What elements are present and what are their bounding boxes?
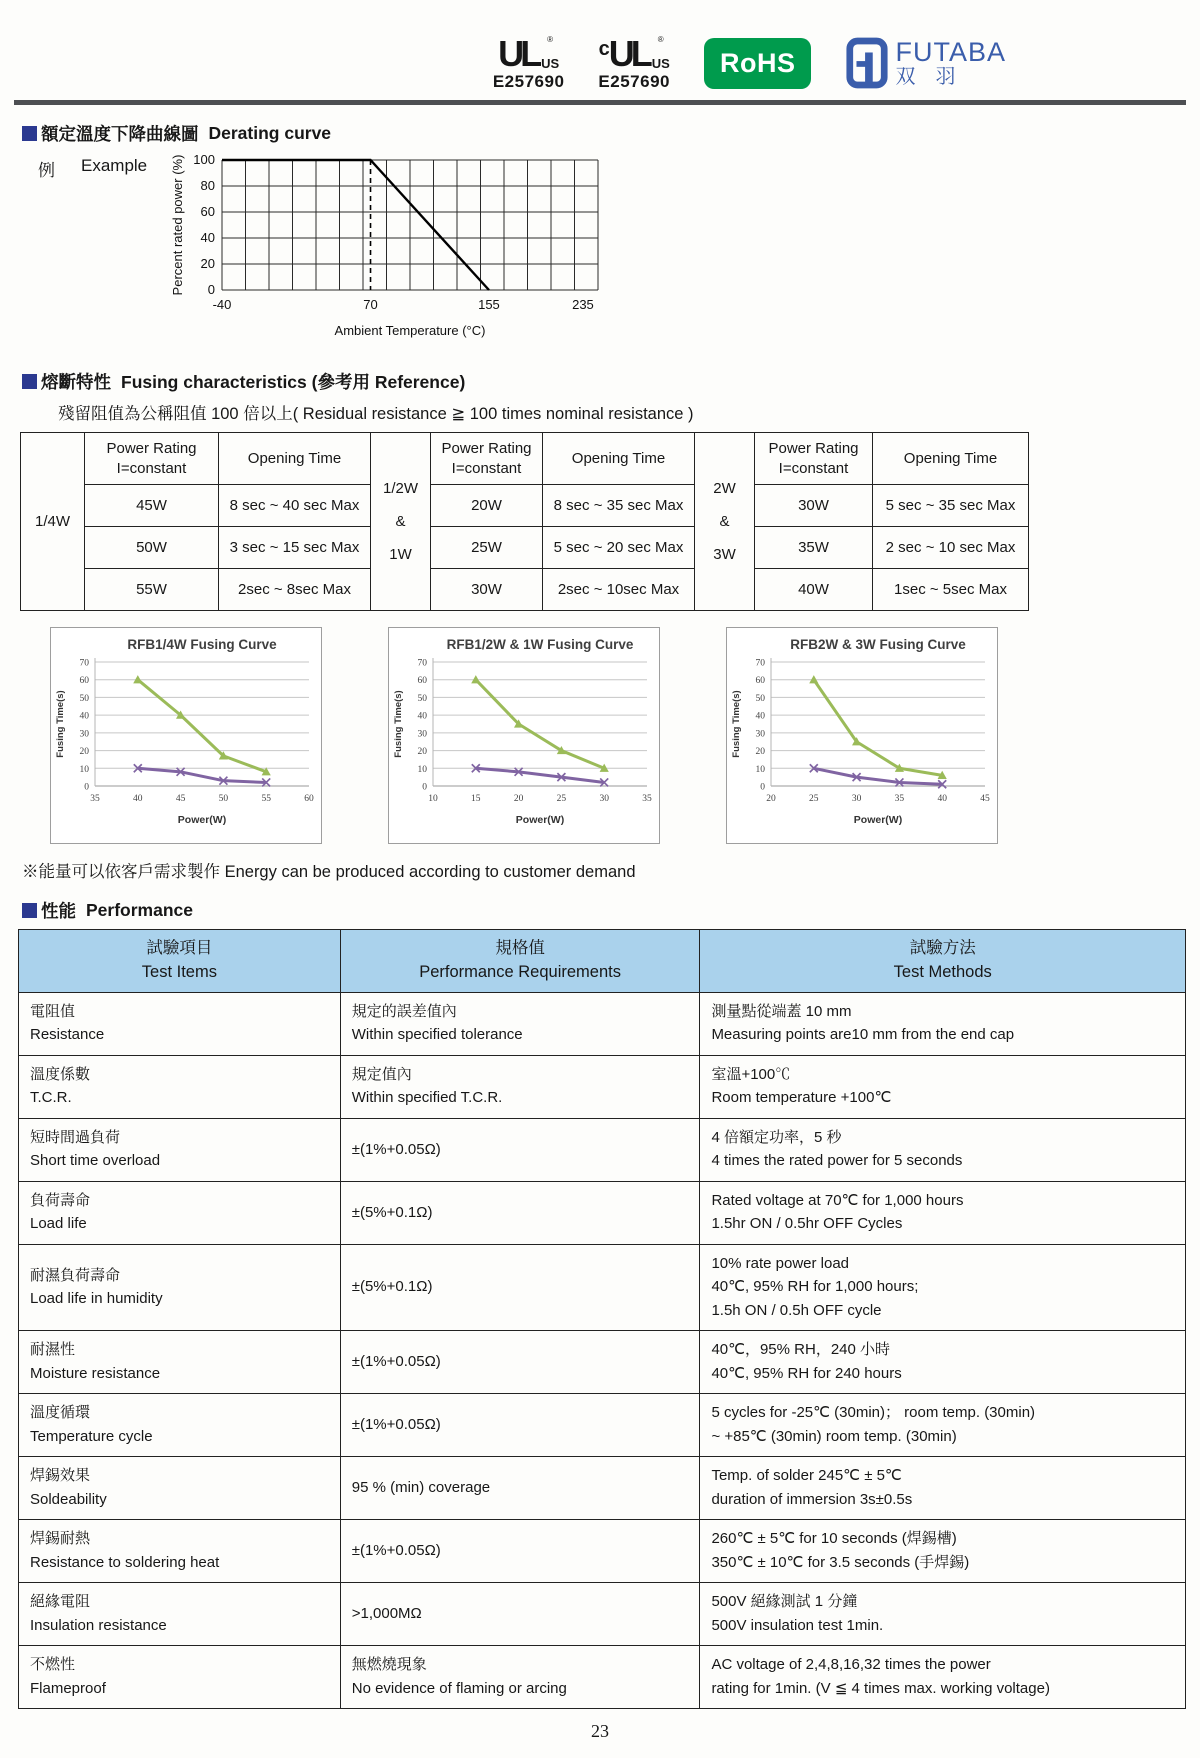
- svg-text:30: 30: [851, 794, 862, 804]
- requirement-cell: ±(1%+0.05Ω): [340, 1520, 700, 1583]
- opening-time-value: 5 sec ~ 35 sec Max: [873, 485, 1029, 527]
- svg-text:40: 40: [417, 711, 427, 722]
- requirement-cell: ±(1%+0.05Ω): [340, 1118, 700, 1181]
- header-certification-logos: [14, 0, 1186, 100]
- svg-text:40: 40: [200, 230, 215, 245]
- wattage-group-label-2w-3w: 2W & 3W: [695, 433, 755, 611]
- test-item-cell: 溫度循環 Temperature cycle: [19, 1394, 341, 1457]
- svg-text:30: 30: [417, 729, 427, 740]
- registered-mark-icon: ®: [547, 35, 554, 44]
- power-rating-value: 45W: [85, 485, 219, 527]
- fusing-curve-chart-quarter-watt: [50, 627, 322, 844]
- futaba-wordmark: FUTABA: [895, 37, 1006, 68]
- power-rating-value: 25W: [431, 527, 543, 569]
- example-label: [38, 150, 166, 181]
- section-bullet-icon: [22, 126, 37, 141]
- opening-time-value: 8 sec ~ 35 sec Max: [543, 485, 695, 527]
- requirement-cell: >1,000MΩ: [340, 1583, 700, 1646]
- table-row: [19, 1244, 1186, 1331]
- svg-text:20: 20: [79, 747, 89, 758]
- svg-text:0: 0: [84, 782, 89, 793]
- svg-text:Power(W): Power(W): [515, 814, 565, 826]
- svg-text:50: 50: [218, 794, 229, 804]
- opening-time-value: 3 sec ~ 15 sec Max: [219, 527, 371, 569]
- power-rating-value: 35W: [755, 527, 873, 569]
- requirement-cell: 95 % (min) coverage: [340, 1457, 700, 1520]
- example-label-en: Example: [81, 156, 148, 175]
- svg-text:70: 70: [417, 658, 427, 669]
- method-cell: 4 倍額定功率，5 秒 4 times the rated power for 5 seconds: [700, 1118, 1186, 1181]
- test-item-cell: 溫度係數 T.C.R.: [19, 1055, 341, 1118]
- method-cell: 5 cycles for -25℃ (30min)； room temp. (30min) ~ +85℃ (30min) room temp. (30min): [700, 1394, 1186, 1457]
- svg-text:25: 25: [809, 794, 819, 804]
- svg-text:Fusing Time(s): Fusing Time(s): [393, 690, 404, 758]
- svg-text:Power(W): Power(W): [853, 814, 903, 826]
- svg-text:40: 40: [755, 711, 765, 722]
- test-item-cell: 絕緣電阻 Insulation resistance: [19, 1583, 341, 1646]
- wattage-group-label-quarter: 1/4W: [21, 433, 85, 611]
- table-row: [19, 1394, 1186, 1457]
- table-row: [19, 1118, 1186, 1181]
- section-title-performance: [22, 898, 1186, 923]
- requirement-cell: ±(5%+0.1Ω): [340, 1244, 700, 1331]
- method-cell: Temp. of solder 245℃ ± 5℃ duration of immersion 3s±0.5s: [700, 1457, 1186, 1520]
- test-item-cell: 耐濕性 Moisture resistance: [19, 1331, 341, 1394]
- col-header-power-rating: Power Rating I=constant: [431, 433, 543, 485]
- table-row: [19, 1583, 1186, 1646]
- svg-text:70: 70: [755, 658, 765, 669]
- fusing-curve-chart-2w-3w: [726, 627, 998, 844]
- method-cell: AC voltage of 2,4,8,16,32 times the power rating for 1min. (V ≦ 4 times max. working voltage): [700, 1646, 1186, 1709]
- svg-text:35: 35: [894, 794, 905, 804]
- test-item-cell: 負荷壽命 Load life: [19, 1181, 341, 1244]
- method-cell: 40℃，95% RH，240 小時 40℃, 95% RH for 240 hours: [700, 1331, 1186, 1394]
- requirement-cell: 規定的誤差值內 Within specified tolerance: [340, 992, 700, 1055]
- svg-text:80: 80: [200, 178, 215, 193]
- table-row: [19, 1331, 1186, 1394]
- svg-text:0: 0: [422, 782, 427, 793]
- derating-curve-chart: [166, 150, 612, 353]
- col-header-performance-requirements: 規格值 Performance Requirements: [340, 930, 700, 993]
- svg-text:40: 40: [937, 794, 947, 804]
- svg-text:60: 60: [79, 676, 89, 687]
- method-cell: 500V 絕緣測試 1 分鐘 500V insulation test 1min.: [700, 1583, 1186, 1646]
- header-divider: [14, 100, 1186, 105]
- svg-text:20: 20: [200, 256, 215, 271]
- col-header-power-rating: Power Rating I=constant: [85, 433, 219, 485]
- svg-text:20: 20: [417, 747, 427, 758]
- power-rating-value: 55W: [85, 569, 219, 611]
- svg-text:60: 60: [755, 676, 765, 687]
- example-label-cn: 例: [38, 161, 55, 180]
- test-item-cell: 短時間過負荷 Short time overload: [19, 1118, 341, 1181]
- svg-text:-40: -40: [212, 297, 232, 312]
- wattage-group-label-half-1w: 1/2W & 1W: [371, 433, 431, 611]
- svg-text:60: 60: [417, 676, 427, 687]
- method-cell: 測量點從端蓋 10 mm Measuring points are10 mm from the end cap: [700, 992, 1186, 1055]
- registered-mark-icon: ®: [657, 35, 664, 44]
- requirement-cell: ±(1%+0.05Ω): [340, 1331, 700, 1394]
- fusing-data-row: [21, 527, 1029, 569]
- svg-text:70: 70: [79, 658, 89, 669]
- method-cell: 260℃ ± 5℃ for 10 seconds (焊錫槽) 350℃ ± 10℃ for 3.5 seconds (手焊錫): [700, 1520, 1186, 1583]
- cul-c-prefix: c: [598, 38, 610, 60]
- table-row: [19, 1646, 1186, 1709]
- cul-file-number: E257690: [598, 72, 670, 91]
- col-header-opening-time: Opening Time: [873, 433, 1029, 485]
- test-item-cell: 電阻值 Resistance: [19, 992, 341, 1055]
- svg-text:60: 60: [200, 204, 215, 219]
- fusing-data-row: [21, 569, 1029, 611]
- power-rating-value: 30W: [431, 569, 543, 611]
- svg-text:0: 0: [760, 782, 765, 793]
- opening-time-value: 2 sec ~ 10 sec Max: [873, 527, 1029, 569]
- section-title-derating-en: Derating curve: [208, 123, 332, 143]
- svg-text:10: 10: [79, 764, 89, 775]
- fusing-curve-chart-half-1w: [388, 627, 660, 844]
- section-title-derating-cn: 額定溫度下降曲線圖: [41, 124, 199, 144]
- page-number: 23: [591, 1721, 609, 1742]
- svg-text:30: 30: [79, 729, 89, 740]
- ul-file-number: E257690: [492, 72, 565, 91]
- fusing-curves-row: [50, 627, 1186, 844]
- svg-text:155: 155: [478, 297, 500, 312]
- table-row: [19, 1520, 1186, 1583]
- svg-text:100: 100: [193, 152, 215, 167]
- svg-text:40: 40: [133, 794, 143, 804]
- ul-logo: [492, 33, 565, 91]
- opening-time-value: 2sec ~ 10sec Max: [543, 569, 695, 611]
- test-item-cell: 耐濕負荷壽命 Load life in humidity: [19, 1244, 341, 1331]
- performance-table-body: [19, 992, 1186, 1709]
- svg-text:30: 30: [599, 794, 609, 804]
- svg-text:50: 50: [79, 693, 89, 704]
- opening-time-value: 1sec ~ 5sec Max: [873, 569, 1029, 611]
- section-title-fusing-en: Fusing characteristics (參考用 Reference): [121, 372, 466, 392]
- svg-text:15: 15: [471, 794, 481, 804]
- performance-header-row: [19, 930, 1186, 993]
- power-rating-value: 40W: [755, 569, 873, 611]
- table-row: [19, 1457, 1186, 1520]
- svg-text:60: 60: [304, 794, 314, 804]
- svg-text:45: 45: [175, 794, 186, 804]
- cul-letters: UL: [608, 33, 649, 74]
- performance-table: [18, 929, 1186, 1709]
- col-header-power-rating: Power Rating I=constant: [755, 433, 873, 485]
- svg-text:0: 0: [207, 282, 215, 297]
- svg-text:Fusing Time(s): Fusing Time(s): [731, 690, 742, 758]
- svg-text:20: 20: [766, 794, 776, 804]
- fusing-characteristics-table: [20, 432, 1029, 611]
- table-row: [19, 992, 1186, 1055]
- svg-text:30: 30: [755, 729, 765, 740]
- futaba-logo: [845, 36, 1006, 90]
- residual-resistance-note: 殘留阻值為公稱阻值 100 倍以上( Residual resistance ≧ 100 times nominal resistance ): [58, 405, 694, 423]
- section-bullet-icon: [22, 374, 37, 389]
- opening-time-value: 5 sec ~ 20 sec Max: [543, 527, 695, 569]
- power-rating-value: 20W: [431, 485, 543, 527]
- requirement-cell: ±(1%+0.05Ω): [340, 1394, 700, 1457]
- cul-region-label: US: [651, 56, 670, 71]
- section-title-performance-cn: 性能: [41, 901, 76, 921]
- table-row: [19, 1181, 1186, 1244]
- svg-text:40: 40: [79, 711, 89, 722]
- svg-text:RFB2W & 3W Fusing Curve: RFB2W & 3W Fusing Curve: [790, 637, 966, 652]
- svg-text:35: 35: [90, 794, 100, 804]
- section-bullet-icon: [22, 903, 37, 918]
- derating-example-row: [38, 150, 1186, 353]
- svg-text:20: 20: [755, 747, 765, 758]
- futaba-icon: [845, 36, 889, 90]
- ul-letters: UL: [498, 33, 539, 74]
- svg-text:10: 10: [755, 764, 765, 775]
- opening-time-value: 8 sec ~ 40 sec Max: [219, 485, 371, 527]
- svg-text:Power(W): Power(W): [177, 814, 227, 826]
- test-item-cell: 焊錫效果 Soldeability: [19, 1457, 341, 1520]
- method-cell: 10% rate power load 40℃, 95% RH for 1,000 hours; 1.5h ON / 0.5h OFF cycle: [700, 1244, 1186, 1331]
- svg-text:Ambient Temperature (°C): Ambient Temperature (°C): [334, 323, 486, 338]
- col-header-test-items: 試驗項目 Test Items: [19, 930, 341, 993]
- svg-text:20: 20: [513, 794, 524, 804]
- test-item-cell: 焊錫耐熱 Resistance to soldering heat: [19, 1520, 341, 1583]
- section-title-fusing: [22, 369, 1186, 394]
- svg-text:35: 35: [642, 794, 652, 804]
- method-cell: Rated voltage at 70℃ for 1,000 hours 1.5hr ON / 0.5hr OFF Cycles: [700, 1181, 1186, 1244]
- section-title-fusing-cn: 熔斷特性: [41, 372, 111, 392]
- ul-mark-glyph: [498, 33, 560, 74]
- svg-text:Fusing Time(s): Fusing Time(s): [55, 690, 66, 758]
- col-header-test-methods: 試驗方法 Test Methods: [700, 930, 1186, 993]
- requirement-cell: 規定值內 Within specified T.C.R.: [340, 1055, 700, 1118]
- cul-logo: [598, 33, 670, 91]
- col-header-opening-time: Opening Time: [219, 433, 371, 485]
- svg-text:70: 70: [363, 297, 378, 312]
- svg-text:25: 25: [556, 794, 567, 804]
- opening-time-value: 2sec ~ 8sec Max: [219, 569, 371, 611]
- table-row: [19, 1055, 1186, 1118]
- svg-text:RFB1/4W Fusing Curve: RFB1/4W Fusing Curve: [127, 637, 277, 652]
- svg-text:10: 10: [428, 794, 438, 804]
- power-rating-value: 30W: [755, 485, 873, 527]
- svg-text:10: 10: [417, 764, 427, 775]
- test-item-cell: 不燃性 Flameproof: [19, 1646, 341, 1709]
- requirement-cell: 無燃燒現象 No evidence of flaming or arcing: [340, 1646, 700, 1709]
- svg-text:235: 235: [572, 297, 594, 312]
- method-cell: 室溫+100℃ Room temperature +100℃: [700, 1055, 1186, 1118]
- cul-mark-glyph: [598, 33, 670, 74]
- rohs-badge: RoHS: [704, 38, 812, 89]
- section-title-performance-en: Performance: [86, 900, 193, 920]
- futaba-chinese-name: 双 羽: [895, 65, 956, 88]
- svg-text:45: 45: [980, 794, 990, 804]
- svg-text:RFB1/2W & 1W Fusing Curve: RFB1/2W & 1W Fusing Curve: [446, 637, 634, 652]
- svg-text:55: 55: [261, 794, 271, 804]
- section-title-derating: [22, 121, 1186, 146]
- svg-text:Percent rated power (%): Percent rated power (%): [170, 154, 185, 296]
- svg-text:50: 50: [417, 693, 427, 704]
- requirement-cell: ±(5%+0.1Ω): [340, 1181, 700, 1244]
- col-header-opening-time: Opening Time: [543, 433, 695, 485]
- fusing-data-row: [21, 485, 1029, 527]
- customer-demand-note: ※能量可以依客戶需求製作 Energy can be produced according to customer demand: [22, 863, 636, 881]
- power-rating-value: 50W: [85, 527, 219, 569]
- ul-region-label: US: [541, 56, 560, 71]
- svg-text:50: 50: [755, 693, 765, 704]
- fusing-header-row: [21, 433, 1029, 485]
